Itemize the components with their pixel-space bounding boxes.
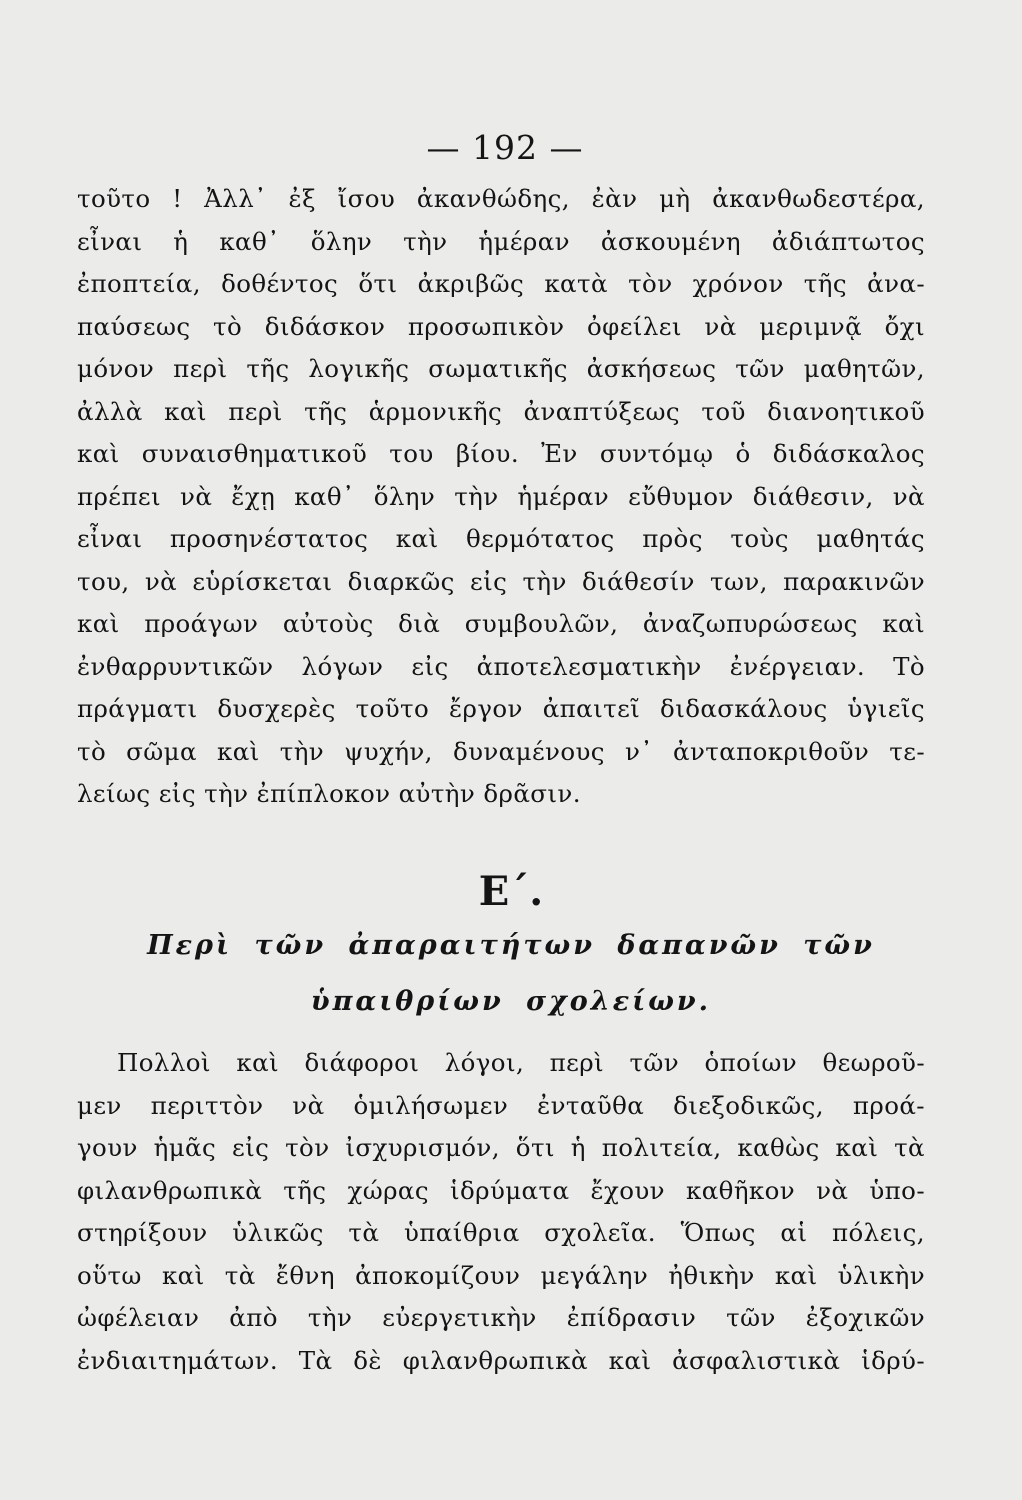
text-line: οὕτω καὶ τὰ ἔθνη ἀποκομίζουν μεγάλην ἠθικὴν καὶ ὑλικὴν — [77, 1260, 925, 1290]
text-line: του, νὰ εὑρίσκεται διαρκῶς εἰς τὴν διάθεσίν των, παρακινῶν — [77, 566, 925, 596]
section-letter: Ε΄. — [478, 868, 544, 915]
text-line: γουν ἡμᾶς εἰς τὸν ἰσχυρισμόν, ὅτι ἡ πολιτεία, καθὼς καὶ τὰ — [77, 1133, 925, 1162]
text-line: ὠφέλειαν ἀπὸ τὴν εὐεργετικὴν ἐπίδρασιν τῶν ἐξοχικῶν — [77, 1303, 925, 1332]
text-line: πρέπει νὰ ἔχῃ καθ᾽ ὅλην τὴν ἡμέραν εὔθυμον διάθεσιν, νὰ — [77, 481, 925, 511]
text-line: παύσεως τὸ διδάσκον προσωπικὸν ὀφείλει νὰ μεριμνᾷ ὄχι — [77, 311, 925, 341]
section-title-line-2: ὑπαιθρίων σχολείων. — [310, 986, 712, 1017]
paragraph-1 — [77, 178, 925, 816]
text-line: ἐνθαρρυντικῶν λόγων εἰς ἀποτελεσματικὴν ἐνέργειαν. Τὸ — [77, 651, 925, 681]
text-line: ἀλλὰ καὶ περὶ τῆς ἁρμονικῆς ἀναπτύξεως τοῦ διανοητικοῦ — [77, 396, 925, 426]
text-line: μόνον περὶ τῆς λογικῆς σωματικῆς ἀσκήσεως τῶν μαθητῶν, — [77, 354, 925, 383]
paragraph-2 — [77, 1042, 925, 1382]
text-line: στηρίξουν ὑλικῶς τὰ ὑπαίθρια σχολεῖα. Ὅπως αἱ πόλεις, — [77, 1218, 925, 1247]
text-line: λείως εἰς τὴν ἐπίπλοκον αὐτὴν δρᾶσιν. — [77, 779, 581, 808]
text-line: εἶναι προσηνέστατος καὶ θερμότατος πρὸς τοὺς μαθητάς — [77, 524, 925, 553]
text-line: πράγματι δυσχερὲς τοῦτο ἔργον ἀπαιτεῖ διδασκάλους ὑγιεῖς — [77, 694, 925, 723]
text-line: ἐνδιαιτημάτων. Τὰ δὲ φιλανθρωπικὰ καὶ ἀσφαλιστικὰ ἱδρύ- — [77, 1345, 925, 1375]
text-line: ἐποπτεία, δοθέντος ὅτι ἀκριβῶς κατὰ τὸν χρόνον τῆς ἀνα- — [77, 269, 925, 298]
text-line: Πολλοὶ καὶ διάφοροι λόγοι, περὶ τῶν ὁποίων θεωροῦ- — [117, 1048, 925, 1077]
text-line: φιλανθρωπικὰ τῆς χώρας ἱδρύματα ἔχουν καθῆκον νὰ ὑπο- — [77, 1175, 925, 1205]
text-line: καὶ προάγων αὐτοὺς διὰ συμβουλῶν, ἀναζωπυρώσεως καὶ — [77, 609, 925, 638]
section-title-line-1: Περὶ τῶν ἀπαραιτήτων δαπανῶν τῶν — [147, 930, 875, 961]
text-line: τὸ σῶμα καὶ τὴν ψυχήν, δυναμένους ν᾽ ἀνταποκριθοῦν τε- — [77, 736, 925, 766]
text-line: τοῦτο ! Ἀλλ᾽ ἐξ ἴσου ἀκανθώδης, ἐὰν μὴ ἀκανθωδεστέρα, — [77, 184, 925, 213]
page-number: — 192 — — [426, 128, 584, 167]
text-line: μεν περιττὸν νὰ ὁμιλήσωμεν ἐνταῦθα διεξοδικῶς, προά- — [77, 1090, 925, 1120]
text-line: καὶ συναισθηματικοῦ του βίου. Ἐν συντόμῳ ὁ διδάσκαλος — [77, 439, 925, 468]
text-line: εἶναι ἡ καθ᾽ ὅλην τὴν ἡμέραν ἀσκουμένη ἀδιάπτωτος — [77, 226, 925, 256]
